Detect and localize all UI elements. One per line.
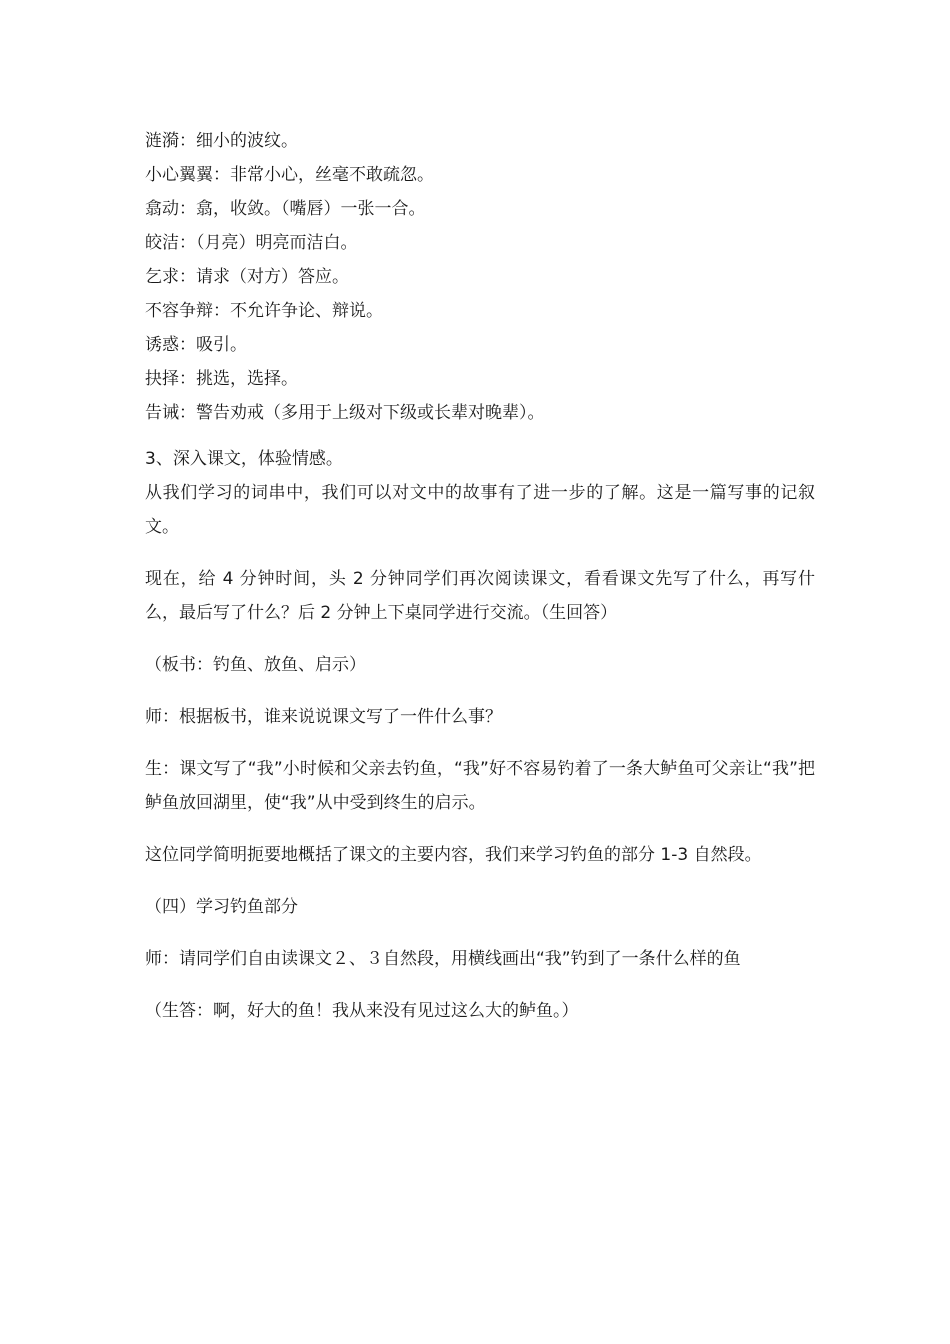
paragraph-summary: 这位同学简明扼要地概括了课文的主要内容，我们来学习钓鱼的部分 1-3 自然段。 [145,845,762,865]
paragraph-student-response: （生答：啊，好大的鱼！我从来没有见过这么大的鲈鱼。） [145,1001,579,1021]
paragraph-student-answer: 生：课文写了“我”小时候和父亲去钓鱼，“我”好不容易钓着了一条大鲈鱼可父亲让“我”把鲈鱼放回湖里，使“我”从中受到终生的启示。 [145,759,815,813]
document-body [145,124,815,1028]
glossary-item: 乞求：请求（对方）答应。 [145,267,349,287]
glossary-item: 翕动：翕，收敛。（嘴唇）一张一合。 [145,199,426,219]
glossary-item: 涟漪：细小的波纹。 [145,131,298,151]
vocabulary-glossary [145,124,815,430]
glossary-item: 小心翼翼：非常小心，丝毫不敢疏忽。 [145,165,434,185]
paragraph-task-instruction: 现在，给 4 分钟时间，头 2 分钟同学们再次阅读课文，看看课文先写了什么，再写什么，最后写了什么？后 2 分钟上下桌同学进行交流。（生回答） [145,569,815,623]
glossary-item: 诱惑：吸引。 [145,335,247,355]
section-intro: 从我们学习的词串中，我们可以对文中的故事有了进一步的了解。这是一篇写事的记叙文。 [145,483,815,537]
subsection-heading: （四）学习钓鱼部分 [145,897,298,917]
paragraph-teacher-instruction: 师：请同学们自由读课文２、３自然段，用横线画出“我”钓到了一条什么样的鱼 [145,949,741,969]
paragraph-teacher-question: 师：根据板书，谁来说说课文写了一件什么事？ [145,707,502,727]
glossary-item: 皎洁：（月亮）明亮而洁白。 [145,233,358,253]
glossary-item: 不容争辩：不允许争论、辩说。 [145,301,383,321]
paragraph-blackboard-note: （板书：钓鱼、放鱼、启示） [145,655,366,675]
glossary-item: 告诫：警告劝戒（多用于上级对下级或长辈对晚辈）。 [145,403,545,423]
section-heading: 3、深入课文，体验情感。 [145,449,343,469]
glossary-item: 抉择：挑选，选择。 [145,369,298,389]
